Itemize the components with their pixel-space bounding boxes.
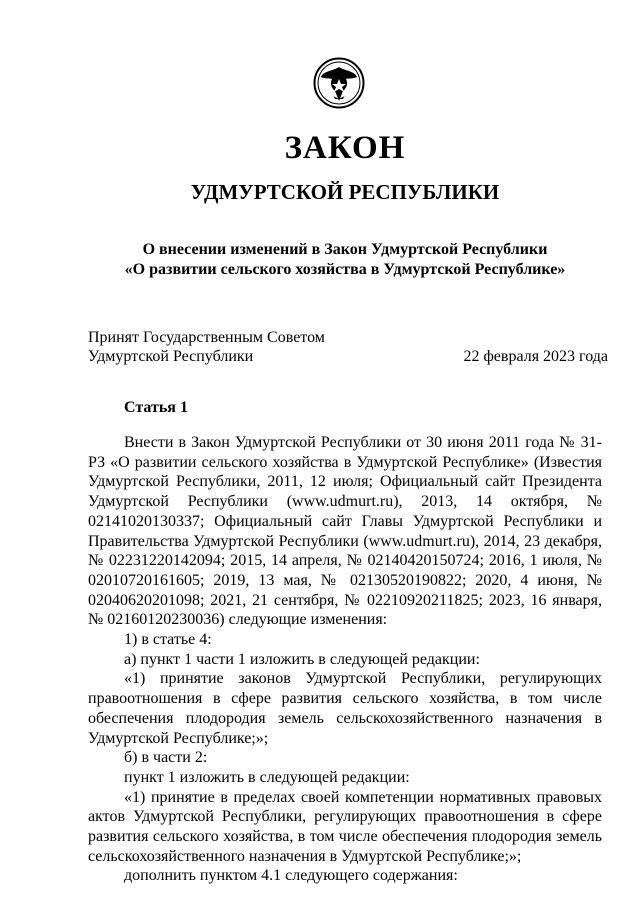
paragraph: Внести в Закон Удмуртской Республики от 30 июня 2011 года № 31-РЗ «О развитии сельского хозяйства в Удмуртской Республике» (Известия Удмуртской Республики, 2011, 12 июля; Официальный сайт Президента Удмуртской Республики (www.udmurt.ru), 2013, 14 октября, № 02141020130337; Официальный сайт Главы Удмуртской Республики и Правительства Удмуртской Республики (www.udmurt.ru), 2014, 23 декабря, № 02231220142094; 2015, 14 апреля, № 02140420150724; 2016, 1 июля, № 02010720161605; 2019, 13 мая, № 02130520190822; 2020, 4 июня, № 02040620201098; 2021, 21 сентября, № 02210920211825; 2023, 16 января, № 02160120230036) следующие изменения: [88,434,602,629]
paragraph: б) в части 2: [124,749,208,767]
adoption-line-2: Удмуртской Республики [88,348,254,365]
document-heading-line-1: О внесении изменений в Закон Удмуртской Республики [142,241,548,258]
paragraph: 1) в статье 4: [124,631,212,649]
article-body [88,433,602,886]
paragraph: «1) принятие в пределах своей компетенции нормативных правовых актов Удмуртской Республики, регулирующих правоотношения в сфере развития сельского хозяйства, в том числе обеспечения плодородия земель сельскохозяйственного назначения в Удмуртской Республике;»; [88,788,602,865]
law-title: ЗАКОН [284,130,406,166]
adoption-block [88,328,608,366]
adoption-date: 22 февраля 2023 года [463,348,608,365]
coat-of-arms [313,57,365,109]
paragraph: дополнить пунктом 4.1 следующего содержания: [124,867,458,885]
document-heading [0,240,640,280]
document-heading-line-2: «О развитии сельского хозяйства в Удмуртской Республике» [124,261,566,278]
udmurt-coat-of-arms-icon [313,57,365,109]
paragraph: пункт 1 изложить в следующей редакции: [124,768,410,786]
law-subtitle: УДМУРТСКОЙ РЕСПУБЛИКИ [190,180,500,204]
paragraph: а) пункт 1 части 1 изложить в следующей редакции: [124,650,480,668]
article-title: Статья 1 [124,399,188,416]
paragraph: «1) принятие законов Удмуртской Республики, регулирующих правоотношения в сфере развития сельского хозяйства, в том числе обеспечения плодородия земель сельскохозяйственного назначения в Удмуртской Республике;»; [88,670,602,747]
adoption-line-1: Принят Государственным Советом [88,329,325,346]
